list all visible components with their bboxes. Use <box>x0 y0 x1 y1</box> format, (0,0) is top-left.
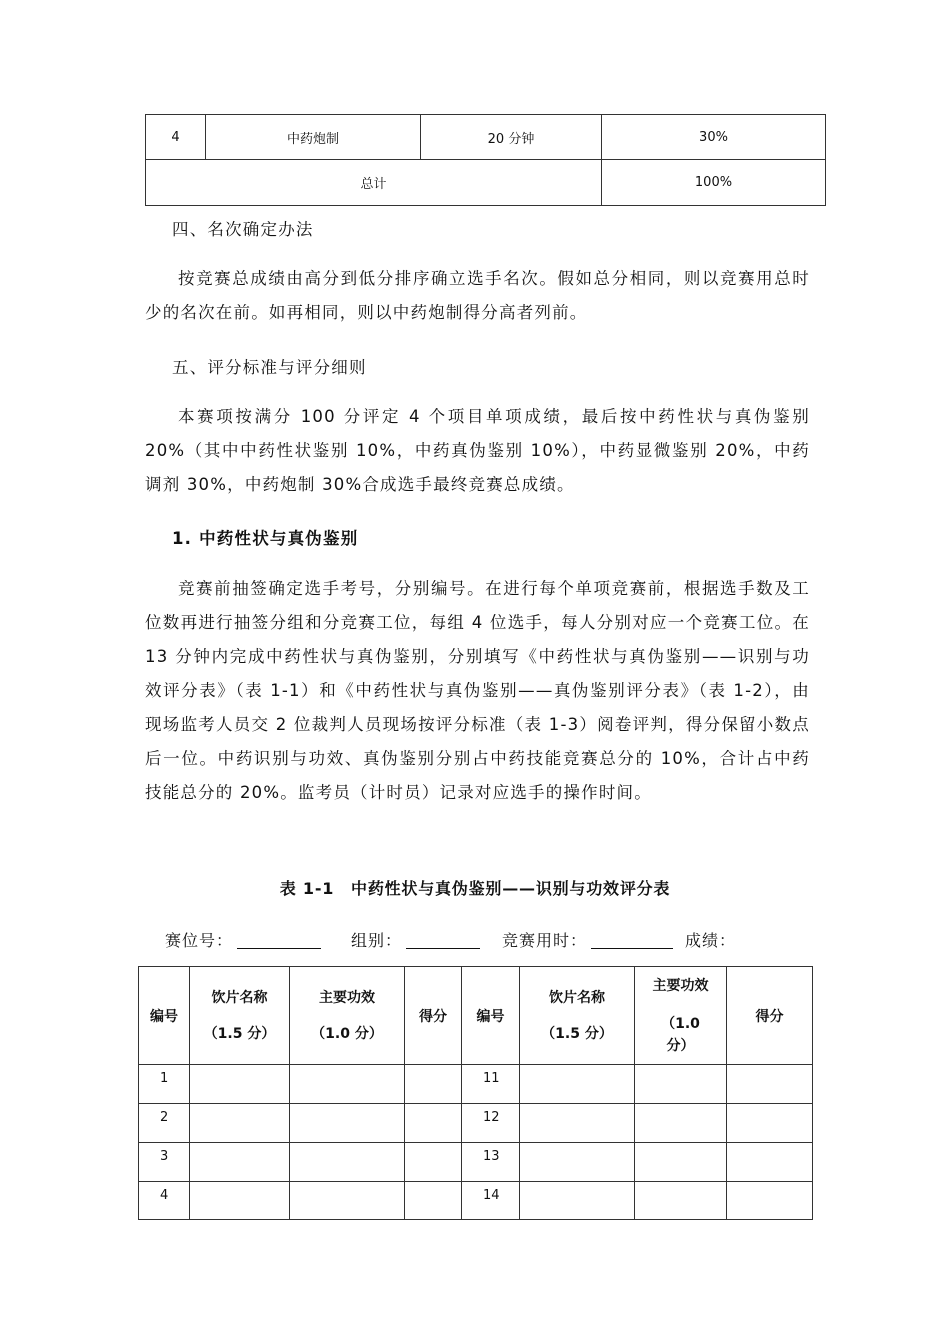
header-no-text: 编号 <box>150 1008 178 1025</box>
row-no-left: 3 <box>139 1143 190 1182</box>
effect-cell[interactable] <box>290 1143 405 1182</box>
section-heading-4: 四、名次确定办法 <box>172 220 314 239</box>
name-cell[interactable] <box>190 1065 290 1104</box>
effect-cell[interactable] <box>635 1182 727 1220</box>
row-no-right: 12 <box>462 1104 520 1143</box>
header-row <box>139 967 813 1065</box>
header-effect-2-points-b: 分） <box>666 1037 695 1054</box>
row-time: 20 分钟 <box>421 115 602 160</box>
header-score-text: 得分 <box>419 1008 447 1025</box>
row-weight: 30% <box>602 115 826 160</box>
form-fields <box>165 928 736 951</box>
total-weight: 100% <box>602 160 826 206</box>
name-cell[interactable] <box>190 1182 290 1220</box>
score-cell[interactable] <box>727 1104 813 1143</box>
subsection-heading-1: 1. 中药性状与真伪鉴别 <box>172 529 359 548</box>
effect-cell[interactable] <box>635 1143 727 1182</box>
time-label: 竞赛用时： <box>502 931 588 950</box>
row-no-left: 1 <box>139 1065 190 1104</box>
name-cell[interactable] <box>520 1104 635 1143</box>
header-effect-2 <box>635 967 727 1065</box>
header-name-text: 饮片名称 <box>211 989 268 1006</box>
score-cell[interactable] <box>405 1065 462 1104</box>
header-name-2-points: （1.5 分） <box>541 1025 613 1042</box>
section-5-paragraph: 本赛项按满分 100 分评定 4 个项目单项成绩，最后按中药性状与真伪鉴别 20%（其中中药性状鉴别 10%，中药真伪鉴别 10%），中药显微鉴别 20%，中药调剂 30%，中药炮制 30%合成选手最终竞赛总成绩。 <box>145 407 810 494</box>
table-row <box>146 160 826 206</box>
seat-input[interactable] <box>237 930 321 949</box>
header-effect-text: 主要功效 <box>319 989 375 1006</box>
score-label: 成绩： <box>685 931 737 950</box>
name-cell[interactable] <box>190 1143 290 1182</box>
header-effect <box>290 967 405 1065</box>
table-row <box>139 1104 813 1143</box>
score-cell[interactable] <box>727 1065 813 1104</box>
group-label: 组别： <box>351 931 403 950</box>
table-row <box>139 1143 813 1182</box>
header-effect-2-points-a: （1.0 <box>661 1015 700 1032</box>
header-score-2-text: 得分 <box>755 1008 784 1025</box>
row-no-right: 14 <box>462 1182 520 1220</box>
table-row <box>139 1065 813 1104</box>
header-effect-2-text: 主要功效 <box>652 977 709 994</box>
score-cell[interactable] <box>727 1182 813 1220</box>
header-no <box>139 967 190 1065</box>
row-no-right: 11 <box>462 1065 520 1104</box>
score-cell[interactable] <box>405 1182 462 1220</box>
header-score <box>405 967 462 1065</box>
group-input[interactable] <box>406 930 480 949</box>
effect-cell[interactable] <box>635 1104 727 1143</box>
section-heading-5: 五、评分标准与评分细则 <box>172 358 367 377</box>
header-name <box>190 967 290 1065</box>
effect-cell[interactable] <box>290 1065 405 1104</box>
effect-cell[interactable] <box>635 1065 727 1104</box>
row-no: 4 <box>146 115 206 160</box>
section-4-paragraph: 按竞赛总成绩由高分到低分排序确立选手名次。假如总分相同，则以竞赛用总时少的名次在前。如再相同，则以中药炮制得分高者列前。 <box>145 269 810 322</box>
name-cell[interactable] <box>190 1104 290 1143</box>
subsection-1-paragraph: 竞赛前抽签确定选手考号，分别编号。在进行每个单项竞赛前，根据选手数及工位数再进行抽签分组和分竞赛工位，每组 4 位选手，每人分别对应一个竞赛工位。在 13 分钟内完成中药性状与真伪鉴别，分别填写《中药性状与真伪鉴别——识别与功效评分表》（表 1-1）和《中药性状与真伪鉴别——真伪鉴别评分表》（表 1-2），由现场监考人员交 2 位裁判人员现场按评分标准（表 1-3）阅卷评判，得分保留小数点后一位。中药识别与功效、真伪鉴别分别占中药技能竞赛总分的 10%，合计占中药技能总分的 20%。监考员（计时员）记录对应选手的操作时间。 <box>145 579 810 802</box>
header-name-2 <box>520 967 635 1065</box>
header-name-points: （1.5 分） <box>203 1025 276 1042</box>
row-no-left: 2 <box>139 1104 190 1143</box>
header-name-2-text: 饮片名称 <box>549 989 605 1006</box>
row-no-right: 13 <box>462 1143 520 1182</box>
summary-table <box>145 114 826 206</box>
table-caption: 表 1-1 中药性状与真伪鉴别——识别与功效评分表 <box>279 879 671 898</box>
seat-label: 赛位号： <box>165 931 234 950</box>
header-score-2 <box>727 967 813 1065</box>
name-cell[interactable] <box>520 1065 635 1104</box>
name-cell[interactable] <box>520 1182 635 1220</box>
table-row <box>139 1182 813 1220</box>
score-table <box>138 966 813 1220</box>
total-label: 总计 <box>146 160 602 206</box>
score-cell[interactable] <box>727 1143 813 1182</box>
time-input[interactable] <box>591 930 673 949</box>
header-no-2-text: 编号 <box>476 1008 505 1025</box>
name-cell[interactable] <box>520 1143 635 1182</box>
row-item: 中药炮制 <box>206 115 421 160</box>
effect-cell[interactable] <box>290 1104 405 1143</box>
header-effect-points: （1.0 分） <box>311 1025 383 1042</box>
score-cell[interactable] <box>405 1143 462 1182</box>
effect-cell[interactable] <box>290 1182 405 1220</box>
header-no-2 <box>462 967 520 1065</box>
row-no-left: 4 <box>139 1182 190 1220</box>
table-row <box>146 115 826 160</box>
score-cell[interactable] <box>405 1104 462 1143</box>
